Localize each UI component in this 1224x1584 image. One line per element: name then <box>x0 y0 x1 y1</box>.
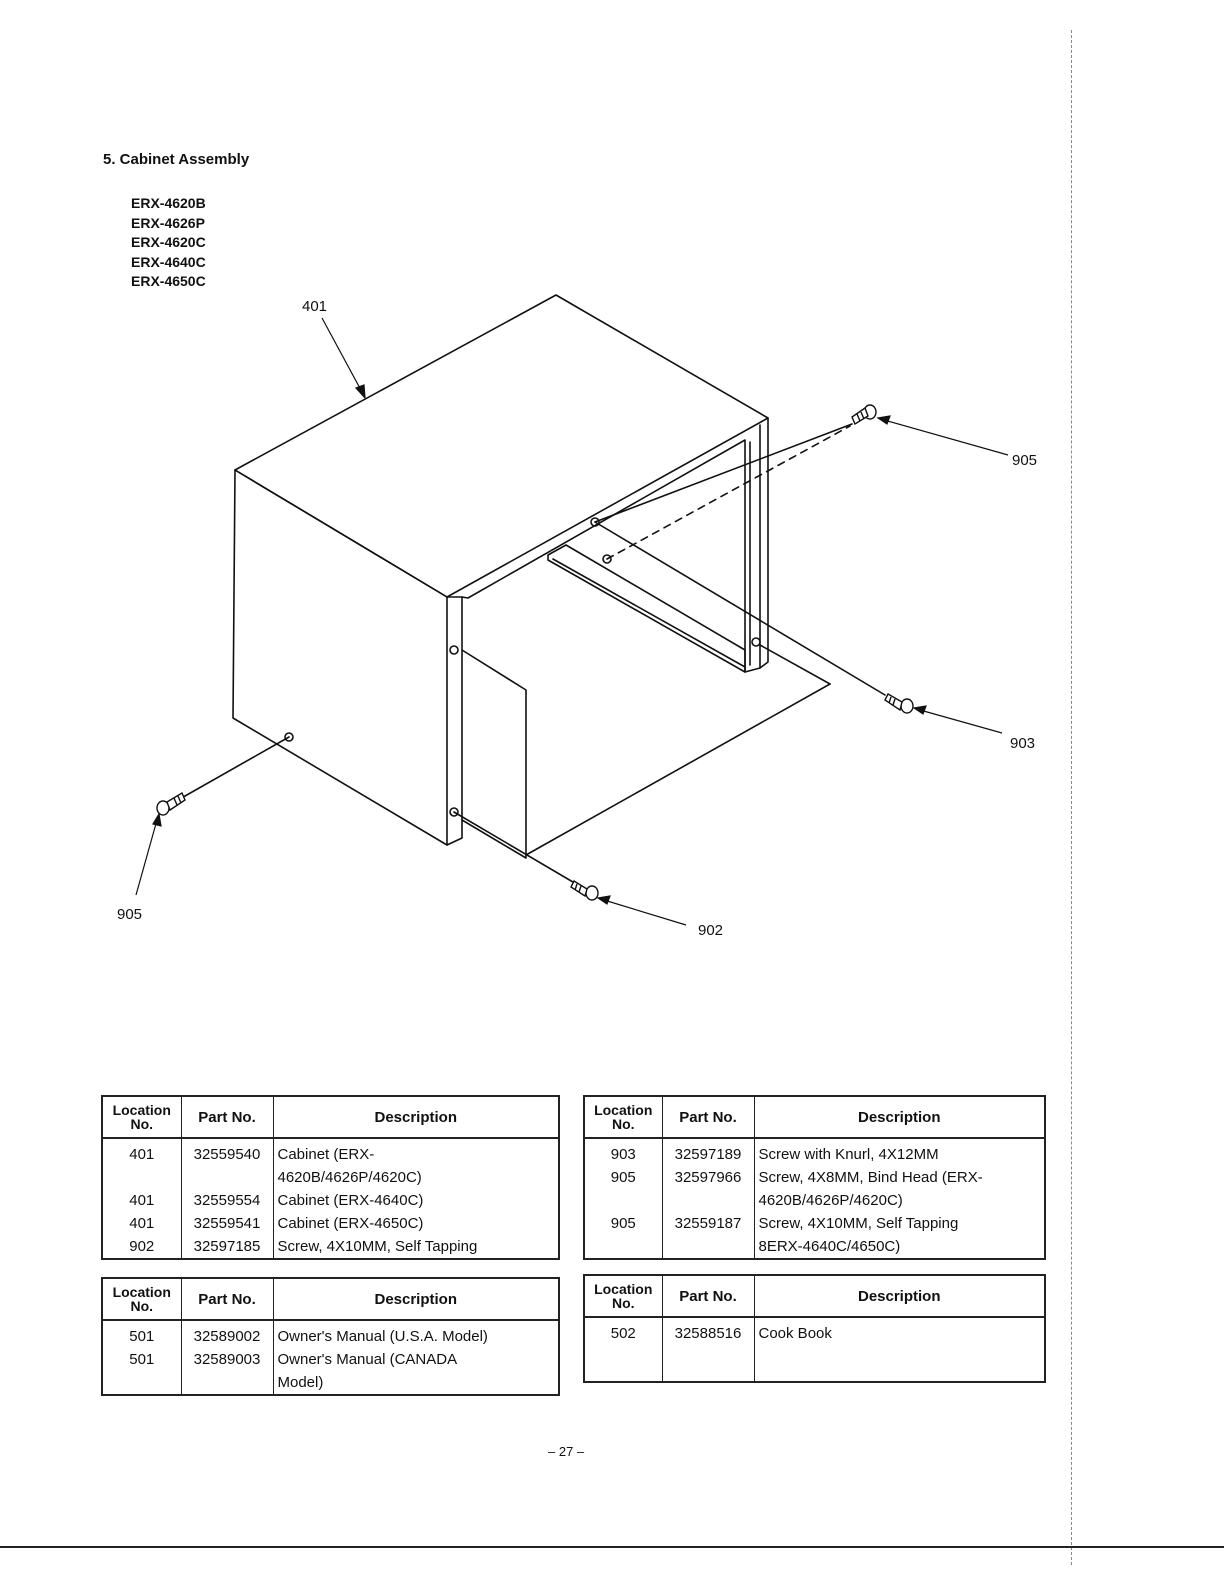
table-row: 905 32559187 Screw, 4X10MM, Self Tapping 8ERX-4640C/4650C) <box>584 1212 1045 1259</box>
model-item: ERX-4620B <box>131 195 206 211</box>
callout-905-left: 905 <box>117 906 143 923</box>
page-number: – 27 – <box>548 1444 585 1459</box>
screw-902-icon <box>571 881 598 900</box>
column-header-part-no: Part No. <box>662 1275 754 1317</box>
column-header-description: Description <box>273 1278 559 1320</box>
column-header-description: Description <box>273 1096 559 1138</box>
screw-hole <box>450 646 458 654</box>
cabinet-base-outline <box>462 650 526 858</box>
screw-903-icon <box>885 694 913 713</box>
parts-table-cabinet <box>101 1095 560 1260</box>
model-item: ERX-4626P <box>131 214 205 231</box>
cabinet-inner-rail <box>548 545 745 672</box>
column-header-part-no: Part No. <box>181 1278 273 1320</box>
screw-905-right-icon <box>852 405 876 424</box>
table-row: 501 32589002 Owner's Manual (U.S.A. Model) <box>102 1320 559 1348</box>
screw-905-left-icon <box>157 793 185 815</box>
table-row: 902 32597185 Screw, 4X10MM, Self Tapping <box>102 1235 559 1259</box>
screw-hole <box>752 638 760 646</box>
section-title: 5. Cabinet Assembly <box>103 151 250 168</box>
parts-table-manuals <box>101 1277 560 1396</box>
table-row: 501 32589003 Owner's Manual (CANADA Model) <box>102 1348 559 1395</box>
parts-table-cookbook <box>583 1274 1046 1383</box>
model-item: ERX-4620C <box>131 234 206 250</box>
column-header-location: Location No. <box>102 1096 181 1138</box>
table-row: 502 32588516 Cook Book <box>584 1317 1045 1345</box>
column-header-description: Description <box>754 1096 1045 1138</box>
table-row: 905 32597966 Screw, 4X8MM, Bind Head (ERX- 4620B/4626P/4620C) <box>584 1166 1045 1212</box>
table-row: 401 32559540 Cabinet (ERX- 4620B/4626P/4620C) <box>102 1138 559 1189</box>
table-row: 401 32559554 Cabinet (ERX-4640C) <box>102 1189 559 1212</box>
bottom-rule <box>0 1546 1224 1548</box>
callout-905-right: 905 <box>1012 452 1038 469</box>
column-header-part-no: Part No. <box>662 1096 754 1138</box>
column-header-location: Location No. <box>584 1275 662 1317</box>
callout-902: 902 <box>698 922 724 939</box>
column-header-description: Description <box>754 1275 1045 1317</box>
cabinet-left-face <box>233 470 462 845</box>
cabinet-top-face <box>235 295 768 597</box>
model-item: ERX-4640C <box>131 253 206 270</box>
column-header-part-no: Part No. <box>181 1096 273 1138</box>
margin-guide-line <box>1071 30 1072 1565</box>
column-header-location: Location No. <box>584 1096 662 1138</box>
column-header-location: Location No. <box>102 1278 181 1320</box>
model-item: ERX-4650C <box>131 273 206 289</box>
cabinet-front-flange <box>462 418 768 672</box>
parts-table-screws <box>583 1095 1046 1260</box>
table-row: 401 32559541 Cabinet (ERX-4650C) <box>102 1212 559 1235</box>
callout-401: 401 <box>302 298 328 315</box>
table-row <box>584 1345 1045 1382</box>
table-row: 903 32597189 Screw with Knurl, 4X12MM <box>584 1138 1045 1166</box>
callout-903: 903 <box>1010 735 1036 752</box>
